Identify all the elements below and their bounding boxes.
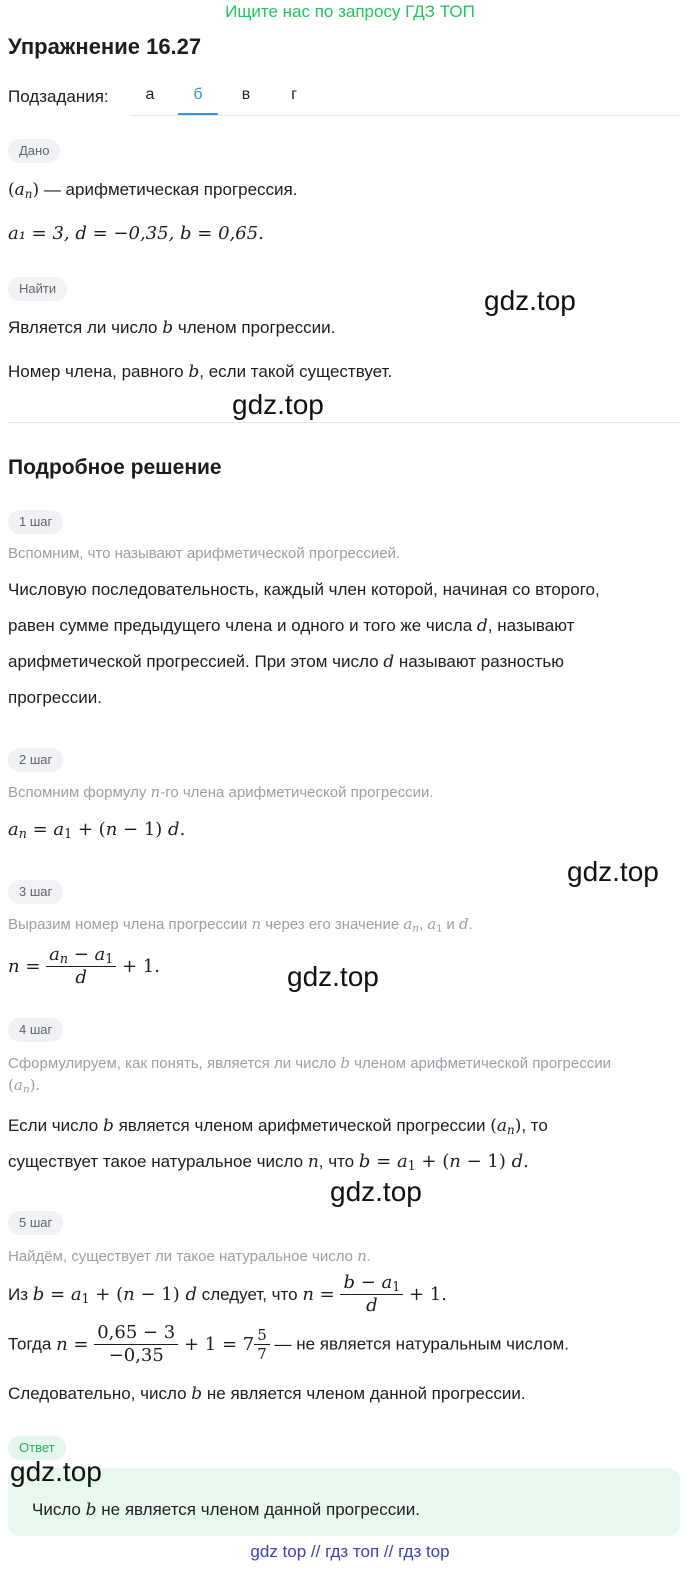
step-3-hint: Выразим номер члена прогрессии n через его значение $a_n$, $a_1$ и d. <box>8 915 473 935</box>
watermark: gdz.top <box>232 389 324 420</box>
step-5-chip: 5 шаг <box>8 1211 63 1235</box>
step-3-chip: 3 шаг <box>8 880 63 904</box>
step-5-body-2: Тогда n = $\frac{0,65 - 3}{-0,35}$ + 1 = 7 $\frac{5}{7}$ — не является натуральным числом. <box>8 1322 569 1366</box>
step-4-body-2: существует такое натуральное число n, что $b = a_1 + (n - 1)$ d. <box>8 1151 529 1174</box>
tab-a[interactable]: а <box>145 86 155 103</box>
step-1-chip: 1 шаг <box>8 510 63 534</box>
tab-b[interactable]: б <box>178 78 218 115</box>
watermark: gdz.top <box>484 285 576 316</box>
solution-title: Подробное решение <box>8 456 222 479</box>
divider <box>8 422 680 423</box>
watermark: gdz.top <box>330 1176 422 1207</box>
promo-banner: Ищите нас по запросу ГДЗ ТОП <box>225 2 475 21</box>
given-chip: Дано <box>8 139 60 163</box>
step-3-formula: n = $\frac{a_n - a_1}{d}$ + 1. <box>8 944 160 989</box>
step-1-body-4: прогрессии. <box>8 688 102 707</box>
step-1-hint: Вспомним, что называют арифметической прогрессией. <box>8 545 401 562</box>
step-4-chip: 4 шаг <box>8 1018 63 1042</box>
find-line-1: Является ли число b членом прогрессии. <box>8 318 336 338</box>
watermark: gdz.top <box>10 1456 102 1487</box>
step-2-formula: $a_n = a_1 + (n - 1)$ d. <box>8 819 186 842</box>
step-1-body-2: равен сумме предыдущего члена и одного и того же числа d, называют <box>8 616 575 636</box>
step-4-body-1: Если число b является членом арифметической прогрессии $(a_n)$, то <box>8 1116 548 1137</box>
tab-v[interactable]: в <box>241 86 251 103</box>
watermark: gdz.top <box>287 961 379 992</box>
answer-chip: Ответ <box>8 1436 66 1460</box>
step-1-body-1: Числовую последовательность, каждый член которой, начиная со второго, <box>8 580 600 599</box>
subtasks-label: Подзадания: <box>8 87 109 106</box>
step-5-hint: Найдём, существует ли такое натуральное число n. <box>8 1247 371 1265</box>
given-line-2: a₁ = 3, d = −0,35, b = 0,65. <box>8 223 264 244</box>
find-chip: Найти <box>8 277 67 301</box>
find-line-2: Номер члена, равного b, если такой существует. <box>8 362 393 382</box>
step-2-hint: Вспомним формулу n-го члена арифметической прогрессии. <box>8 783 434 801</box>
given-line-1: $(a_n)$ — арифметическая прогрессия. <box>8 180 298 201</box>
progression-symbol: $(a_n)$ <box>8 180 40 201</box>
step-1-body-3: арифметической прогрессией. При этом число d называют разностью <box>8 652 565 672</box>
page-title: Упражнение 16.27 <box>8 34 202 59</box>
footer-links[interactable]: gdz top // гдз топ // гдз top <box>250 1542 450 1561</box>
step-5-body-3: Следовательно, число b не является членом данной прогрессии. <box>8 1384 526 1404</box>
step-5-body-1: Из $b = a_1 + (n - 1)$ d следует, что n = $\frac{b - a_1}{d}$ + 1. <box>8 1272 447 1317</box>
step-2-chip: 2 шаг <box>8 748 63 772</box>
watermark: gdz.top <box>567 856 659 887</box>
step-4-hint-2: $(a_n)$. <box>8 1076 41 1096</box>
tab-g[interactable]: г <box>291 86 297 103</box>
step-4-hint-1: Сформулируем, как понять, является ли число b членом арифметической прогрессии <box>8 1054 611 1072</box>
subtasks-tabs <box>130 78 680 116</box>
answer-text: Число b не является членом данной прогрессии. <box>32 1500 420 1520</box>
